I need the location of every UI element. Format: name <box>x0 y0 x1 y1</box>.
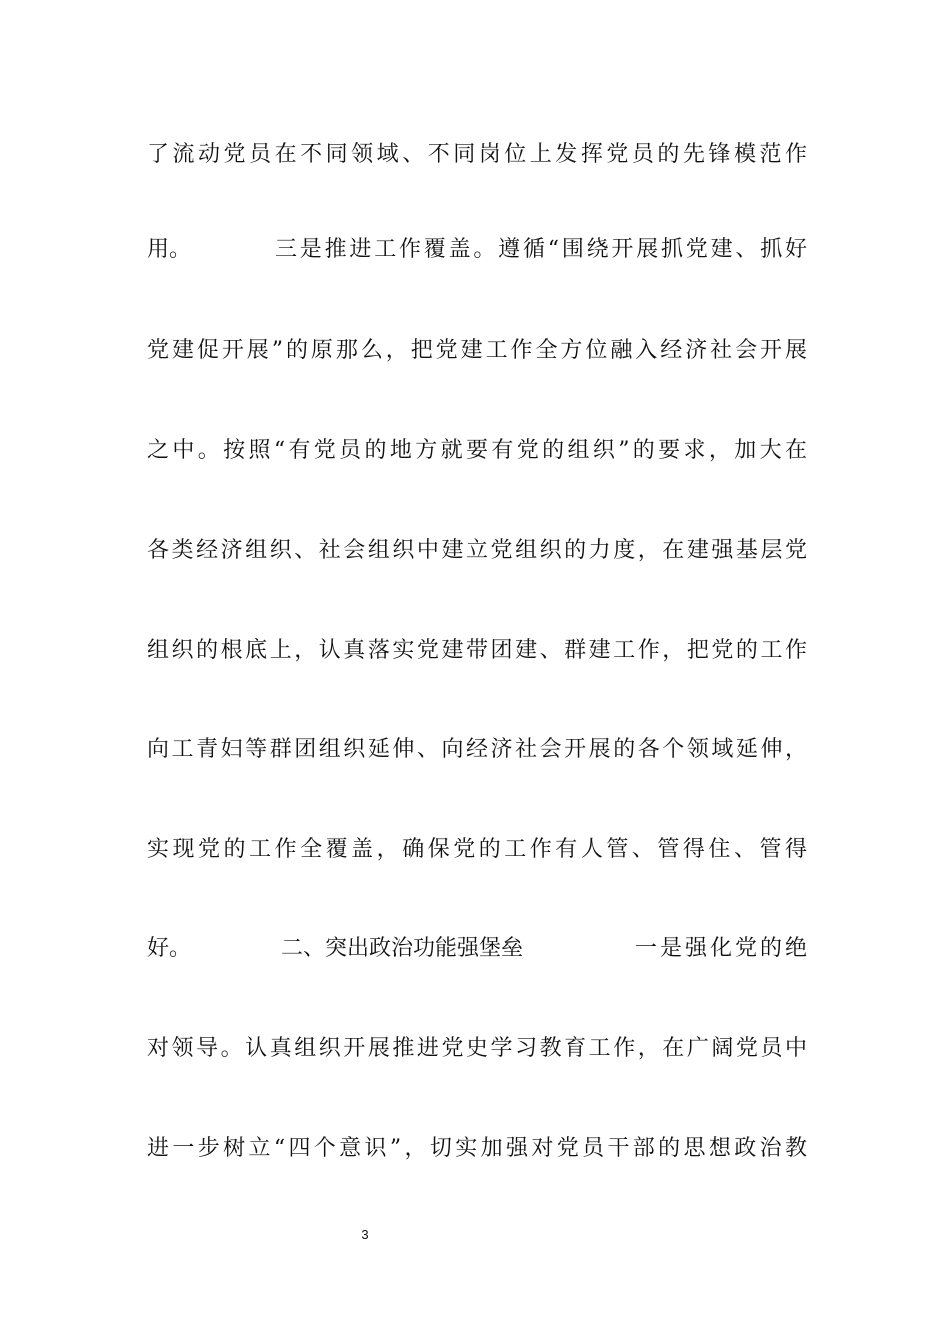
body-text-line: 之中。按照“有党员的地方就要有党的组织”的要求，加大在 <box>147 438 807 463</box>
body-text-segment: 用。 <box>147 237 192 262</box>
section-heading: 二、突出政治功能强堡垒 <box>281 936 524 961</box>
body-text-line: 组织的根底上，认真落实党建带团建、群建工作，把党的工作 <box>147 638 807 663</box>
body-text-segment: 三是推进工作覆盖。遵循“围绕开展抓党建、抓好 <box>275 237 807 262</box>
body-text-line: 向工青妇等群团组织延伸、向经济社会开展的各个领域延伸， <box>147 737 807 762</box>
body-text-segment: 一是强化党的绝 <box>635 936 807 961</box>
body-text-line <box>147 933 807 965</box>
body-text-line: 党建促开展”的原那么，把党建工作全方位融入经济社会开展 <box>147 338 807 363</box>
body-text-line: 对领导。认真组织开展推进党史学习教育工作，在广阔党员中 <box>147 1036 807 1061</box>
body-text-line: 各类经济组织、社会组织中建立党组织的力度，在建强基层党 <box>147 538 807 563</box>
body-text-line <box>147 234 807 266</box>
body-text-line: 实现党的工作全覆盖，确保党的工作有人管、管得住、管得 <box>147 837 807 862</box>
body-text-line: 了流动党员在不同领域、不同岗位上发挥党员的先锋模范作 <box>147 142 807 167</box>
page-number: 3 <box>361 1227 369 1242</box>
body-text-line: 进一步树立“四个意识”，切实加强对党员干部的思想政治教 <box>147 1136 807 1161</box>
body-text-segment: 好。 <box>147 936 192 961</box>
